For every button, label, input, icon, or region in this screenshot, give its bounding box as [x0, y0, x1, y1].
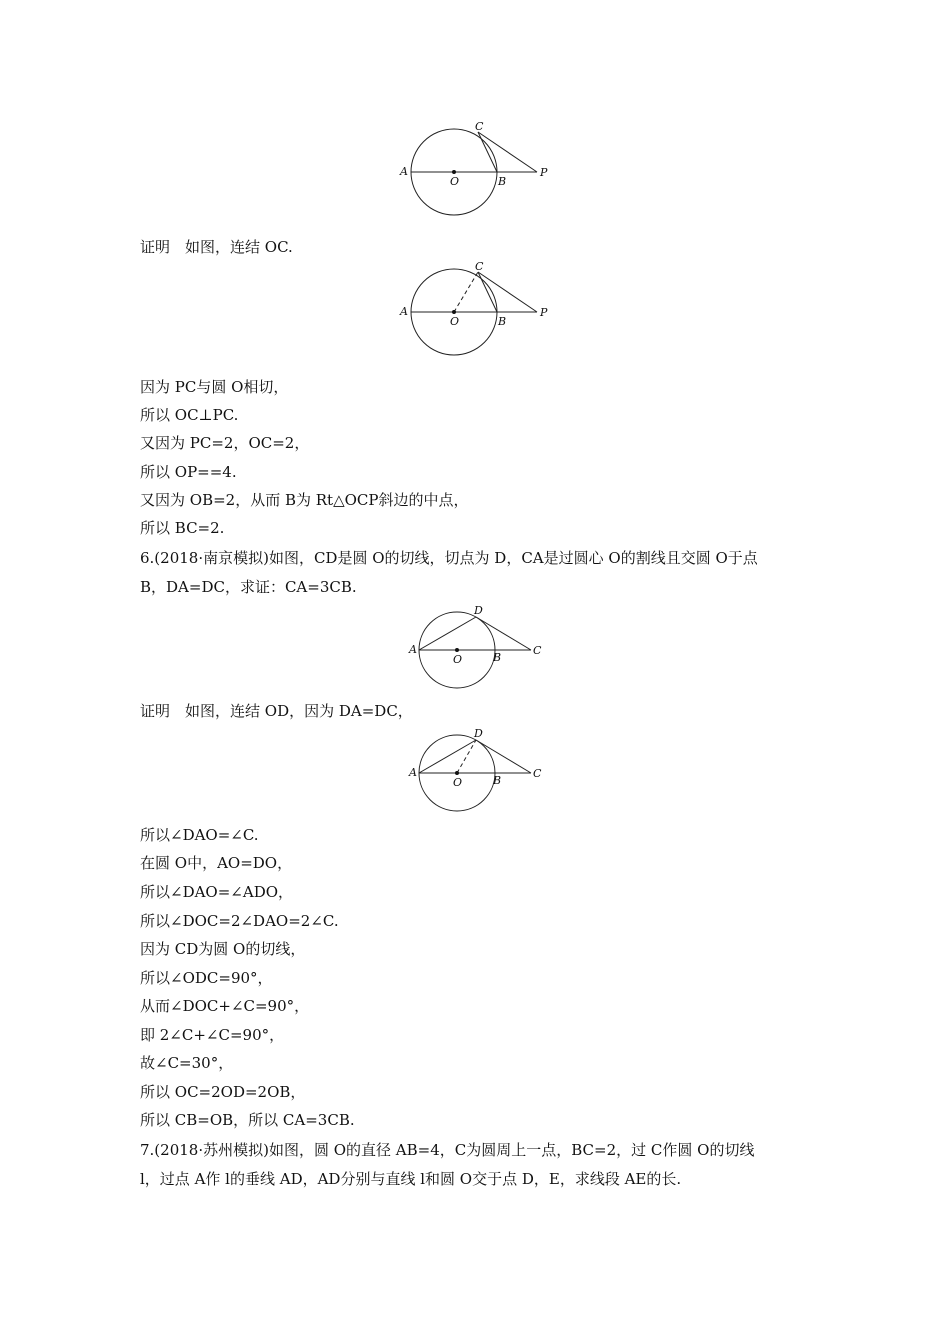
figure-2: [396, 260, 556, 360]
label-c: C: [533, 767, 542, 780]
text-line: 从而∠DOC+∠C=90°，: [140, 997, 310, 1015]
label-d: D: [474, 727, 483, 740]
center-point: [455, 648, 459, 652]
line-dc: [476, 617, 531, 650]
label-b: B: [498, 175, 507, 188]
text-line: 所以∠ODC=90°，: [140, 969, 273, 987]
label-c: C: [475, 120, 484, 133]
center-point: [452, 170, 456, 174]
line-cp: [478, 272, 537, 312]
text-line: 证明 如图，连结 OC.: [140, 238, 293, 256]
label-d: D: [474, 604, 483, 617]
text-line: 即 2∠C+∠C=90°，: [140, 1026, 285, 1044]
label-b: B: [498, 315, 507, 328]
text-line: 所以 BC=2.: [140, 519, 225, 537]
text-line: 在圆 O中，AO=DO，: [140, 854, 293, 872]
problem-7-line-2: l，过点 A作 l的垂线 AD，AD分别与直线 l和圆 O交于点 D，E，求线段 AE的长.: [140, 1170, 682, 1188]
label-p: P: [540, 166, 548, 179]
label-o: O: [453, 653, 463, 666]
center-point: [452, 310, 456, 314]
text-line: 所以∠DAO=∠ADO，: [140, 883, 294, 901]
line-ad: [419, 740, 476, 773]
label-p: P: [540, 306, 548, 319]
label-b: B: [493, 774, 502, 787]
text-line: 又因为 PC=2，OC=2，: [140, 434, 310, 452]
line-oc-dashed: [454, 272, 478, 312]
text-line: 证明 如图，连结 OD，因为 DA=DC，: [140, 702, 413, 720]
problem-6-line-1: 6.(2018·南京模拟)如图，CD是圆 O的切线，切点为 D，CA是过圆心 O的割线且交圆 O于点: [140, 549, 758, 567]
label-a: A: [409, 766, 417, 779]
text-line: 因为 CD为圆 O的切线，: [140, 940, 306, 958]
problem-7-line-1: 7.(2018·苏州模拟)如图，圆 O的直径 AB=4，C为圆周上一点，BC=2，过 C作圆 O的切线: [140, 1141, 755, 1159]
figure-3: [406, 604, 556, 694]
label-c: C: [533, 644, 542, 657]
text-line: 所以∠DOC=2∠DAO=2∠C.: [140, 912, 339, 930]
text-line: 又因为 OB=2，从而 B为 Rt△OCP斜边的中点，: [140, 491, 469, 509]
text-line: 所以 CB=OB，所以 CA=3CB.: [140, 1111, 355, 1129]
figure-1: [396, 120, 556, 220]
text-line: 所以 OP==4.: [140, 463, 237, 481]
figure-4: [406, 727, 556, 817]
text-line: 故∠C=30°，: [140, 1054, 234, 1072]
label-a: A: [409, 643, 417, 656]
line-cp: [478, 132, 537, 172]
line-dc: [476, 740, 531, 773]
line-ad: [419, 617, 476, 650]
label-c: C: [475, 260, 484, 273]
label-a: A: [400, 305, 408, 318]
problem-6-line-2: B，DA=DC，求证：CA=3CB.: [140, 578, 357, 596]
label-o: O: [453, 776, 463, 789]
text-line: 所以 OC=2OD=2OB，: [140, 1083, 306, 1101]
text-line: 所以 OC⊥PC.: [140, 406, 239, 424]
label-o: O: [450, 175, 460, 188]
text-line: 所以∠DAO=∠C.: [140, 826, 259, 844]
label-a: A: [400, 165, 408, 178]
center-point: [455, 771, 459, 775]
text-line: 因为 PC与圆 O相切，: [140, 378, 289, 396]
label-o: O: [450, 315, 460, 328]
label-b: B: [493, 651, 502, 664]
